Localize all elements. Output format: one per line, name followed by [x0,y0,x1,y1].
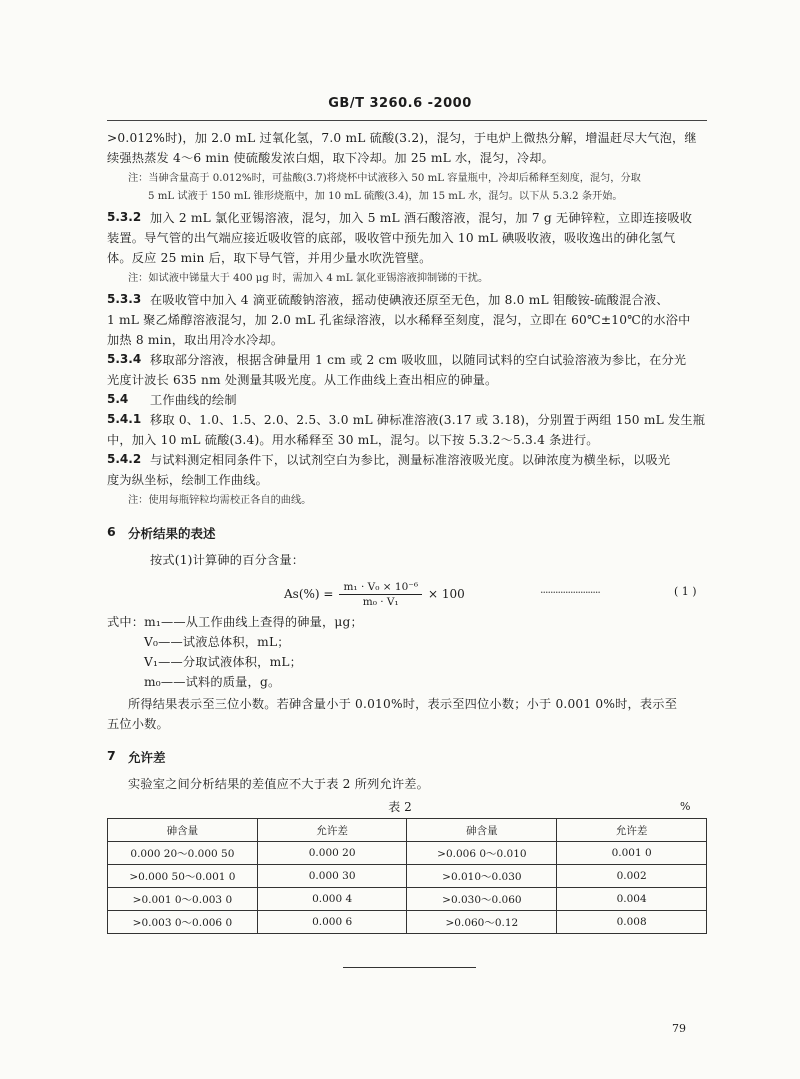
paragraph-line: 加入 2 mL 氯化亚锡溶液，混匀，加入 5 mL 酒石酸溶液，混匀，加 7 g 无砷锌粒，立即连接吸收 [150,211,693,225]
table-cell: 0.002 [557,865,707,888]
paragraph-line: 实验室之间分析结果的差值应不大于表 2 所列允许差。 [128,777,430,791]
paragraph-line: 体。反应 25 min 后，取下导气管，并用少量水吹洗管壁。 [107,251,432,265]
table-row [108,911,707,934]
clause-number: 5.4 [107,392,129,406]
paragraph-line: 与试料测定相同条件下，以试剂空白为参比，测量标准溶液吸光度。以砷浓度为横坐标，以吸光 [150,453,671,467]
variable-definition: V₁——分取试液体积，mL； [144,655,303,669]
table-cell: >0.010～0.030 [407,865,557,888]
paragraph-line: 续强热蒸发 4～6 min 使硫酸发浓白烟，取下冷却。加 25 mL 水，混匀，冷却。 [107,151,555,165]
table-cell: 0.004 [557,888,707,911]
table-unit: % [680,800,691,813]
table-cell: >0.006 0～0.010 [407,842,557,865]
table-cell: >0.030～0.060 [407,888,557,911]
paragraph-line: 1 mL 聚乙烯醇溶液混匀，加 2.0 mL 孔雀绿溶液，以水稀释至刻度，混匀，立即在 60℃±10℃的水浴中 [107,313,691,327]
paragraph-line: >0.012%时)，加 2.0 mL 过氧化氢，7.0 mL 硫酸(3.2)，混匀，于电炉上微热分解，增温赶尽大气泡，继 [107,131,697,145]
table-cell: 0.000 30 [257,865,407,888]
table-row [108,842,707,865]
clause-number: 5.4.2 [107,452,142,466]
paragraph-line: 五位小数。 [107,717,169,731]
formula-fraction [339,581,422,608]
formula [284,576,465,612]
formula-lhs: As(%) = [284,587,334,601]
table-row [108,865,707,888]
table-cell: 0.001 0 [557,842,707,865]
table-cell: >0.060～0.12 [407,911,557,934]
clause-title: 工作曲线的绘制 [150,393,237,407]
document-code-header: GB/T 3260.6 -2000 [328,96,472,111]
formula-multiplier: × 100 [428,587,465,601]
table-header-cell: 砷含量 [108,819,258,842]
paragraph-line: 加热 8 min，取出用冷水冷却。 [107,333,284,347]
formula-numerator: m₁ · V₀ × 10⁻⁶ [339,581,422,595]
paragraph-line: 移取部分溶液，根据含砷量用 1 cm 或 2 cm 吸收皿，以随同试料的空白试验溶液为参比，在分光 [150,353,687,367]
note-line: 注：当砷含量高于 0.012%时，可盐酸(3.7)将烧杯中试液移入 50 mL 容量瓶中，冷却后稀释至刻度，混匀，分取 [128,173,641,184]
note-line: 注：如试液中锑量大于 400 μg 时，需加入 4 mL 氯化亚锡溶液抑制锑的干扰。 [128,273,489,284]
paragraph-line: 度为纵坐标，绘制工作曲线。 [107,473,269,487]
section-number: 6 [107,524,116,539]
table-cell: 0.000 6 [257,911,407,934]
table-header-cell: 砷含量 [407,819,557,842]
formula-number: ( 1 ) [674,585,697,598]
paragraph-line: 移取 0、1.0、1.5、2.0、2.5、3.0 mL 砷标准溶液(3.17 或 3.18)，分别置于两组 150 mL 发生瓶 [150,413,706,427]
table-cell: >0.001 0～0.003 0 [108,888,258,911]
paragraph-line: 光度计波长 635 nm 处测量其吸光度。从工作曲线上查出相应的砷量。 [107,373,498,387]
table-header-cell: 允许差 [257,819,407,842]
section-number: 7 [107,748,116,763]
formula-leader-dots: ························ [540,586,600,599]
paragraph-line: 所得结果表示至三位小数。若砷含量小于 0.010%时，表示至四位小数；小于 0.001 0%时，表示至 [128,697,678,711]
note-line: 注：使用每瓶锌粒均需校正各自的曲线。 [128,495,312,506]
clause-number: 5.3.2 [107,210,142,224]
clause-number: 5.3.4 [107,352,142,366]
paragraph-line: 在吸收管中加入 4 滴亚硫酸钠溶液，摇动使碘液还原至无色，加 8.0 mL 钼酸铵-硫酸混合液、 [150,293,669,307]
table-cell: >0.000 50～0.001 0 [108,865,258,888]
paragraph-line: 中，加入 10 mL 硫酸(3.4)。用水稀释至 30 mL，混匀。以下按 5.3.2～5.3.4 条进行。 [107,433,599,447]
variable-definition: m₀——试料的质量，g。 [144,675,281,689]
table-header-row [108,819,707,842]
table-cell: 0.000 4 [257,888,407,911]
end-rule [343,967,476,968]
formula-denominator: m₀ · V₁ [362,595,399,608]
section-title: 分析结果的表述 [128,526,216,541]
paragraph-line: 装置。导气管的出气端应接近吸收管的底部，吸收管中预先加入 10 mL 碘吸收液，吸收逸出的砷化氢气 [107,231,676,245]
section-title: 允许差 [128,750,166,765]
table-header-cell: 允许差 [557,819,707,842]
variable-definition: 式中：m₁——从工作曲线上查得的砷量，μg； [107,615,363,629]
note-line: 5 mL 试液于 150 mL 锥形烧瓶中，加 10 mL 硫酸(3.4)，加 15 mL 水，混匀。以下从 5.3.2 条开始。 [148,191,623,202]
table-cell: 0.000 20 [257,842,407,865]
table-cell: >0.003 0～0.006 0 [108,911,258,934]
page-number: 79 [672,1022,686,1035]
table-row [108,888,707,911]
variable-definition: V₀——试液总体积，mL； [144,635,290,649]
clause-number: 5.4.1 [107,412,142,426]
table-title: 表 2 [388,800,412,814]
table-cell: 0.008 [557,911,707,934]
clause-number: 5.3.3 [107,292,142,306]
header-rule [107,120,707,121]
paragraph-line: 按式(1)计算砷的百分含量： [150,553,305,567]
table-cell: 0.000 20～0.000 50 [108,842,258,865]
tolerance-table [107,818,707,934]
